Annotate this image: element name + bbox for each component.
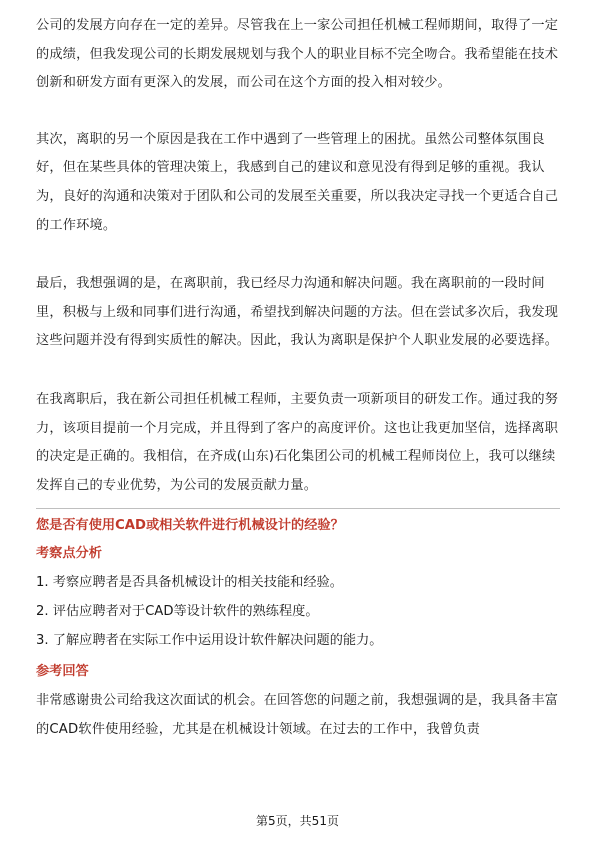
analysis-title: 考察点分析 bbox=[36, 546, 102, 562]
analysis-list bbox=[36, 569, 560, 655]
paragraph-new-job: 在我离职后，我在新公司担任机械工程师，主要负责一项新项目的研发工作。通过我的努力，该项目提前一个月完成，并且得到了客户的高度评价。这也让我更加坚信，选择离职的决定是正确的。我相信，在齐成(山东)石化集团公司的机械工程师岗位上，我可以继续发挥自己的专业优势，为公司的发展贡献力量。 bbox=[36, 391, 559, 493]
paragraph-management-issues: 其次，离职的另一个原因是我在工作中遇到了一些管理上的困扰。虽然公司整体氛围良好，但在某些具体的管理决策上，我感到自己的建议和意见没有得到足够的重视。我认为，良好的沟通和决策对于团队和公司的发展至关重要，所以我决定寻找一个更适合自己的工作环境。 bbox=[36, 131, 559, 233]
reference-answer-title: 参考回答 bbox=[36, 664, 89, 680]
section-divider bbox=[36, 508, 560, 509]
document-page bbox=[36, 12, 560, 744]
list-item: 3. 了解应聘者在实际工作中运用设计软件解决问题的能力。 bbox=[36, 632, 383, 648]
list-item: 2. 评估应聘者对于CAD等设计软件的熟练程度。 bbox=[36, 603, 319, 619]
interview-question: 您是否有使用CAD或相关软件进行机械设计的经验？ bbox=[36, 518, 344, 534]
paragraph-communication-efforts: 最后，我想强调的是，在离职前，我已经尽力沟通和解决问题。我在离职前的一段时间里，积极与上级和同事们进行沟通，希望找到解决问题的方法。但在尝试多次后，我发现这些问题并没有得到实质性的解决。因此，我认为离职是保护个人职业发展的必要选择。 bbox=[36, 276, 559, 349]
list-item: 1. 考察应聘者是否具备机械设计的相关技能和经验。 bbox=[36, 575, 343, 591]
paragraph-company-direction: 公司的发展方向存在一定的差异。尽管我在上一家公司担任机械工程师期间，取得了一定的成绩，但我发现公司的长期发展规划与我个人的职业目标不完全吻合。我希望能在技术创新和研发方面有更深入的发展，而公司在这个方面的投入相对较少。 bbox=[36, 18, 559, 91]
page-number-footer: 第5页，共51页 bbox=[256, 814, 339, 828]
reference-answer-text: 非常感谢贵公司给我这次面试的机会。在回答您的问题之前，我想强调的是，我具备丰富的CAD软件使用经验，尤其是在机械设计领域。在过去的工作中，我曾负责 bbox=[36, 693, 559, 737]
